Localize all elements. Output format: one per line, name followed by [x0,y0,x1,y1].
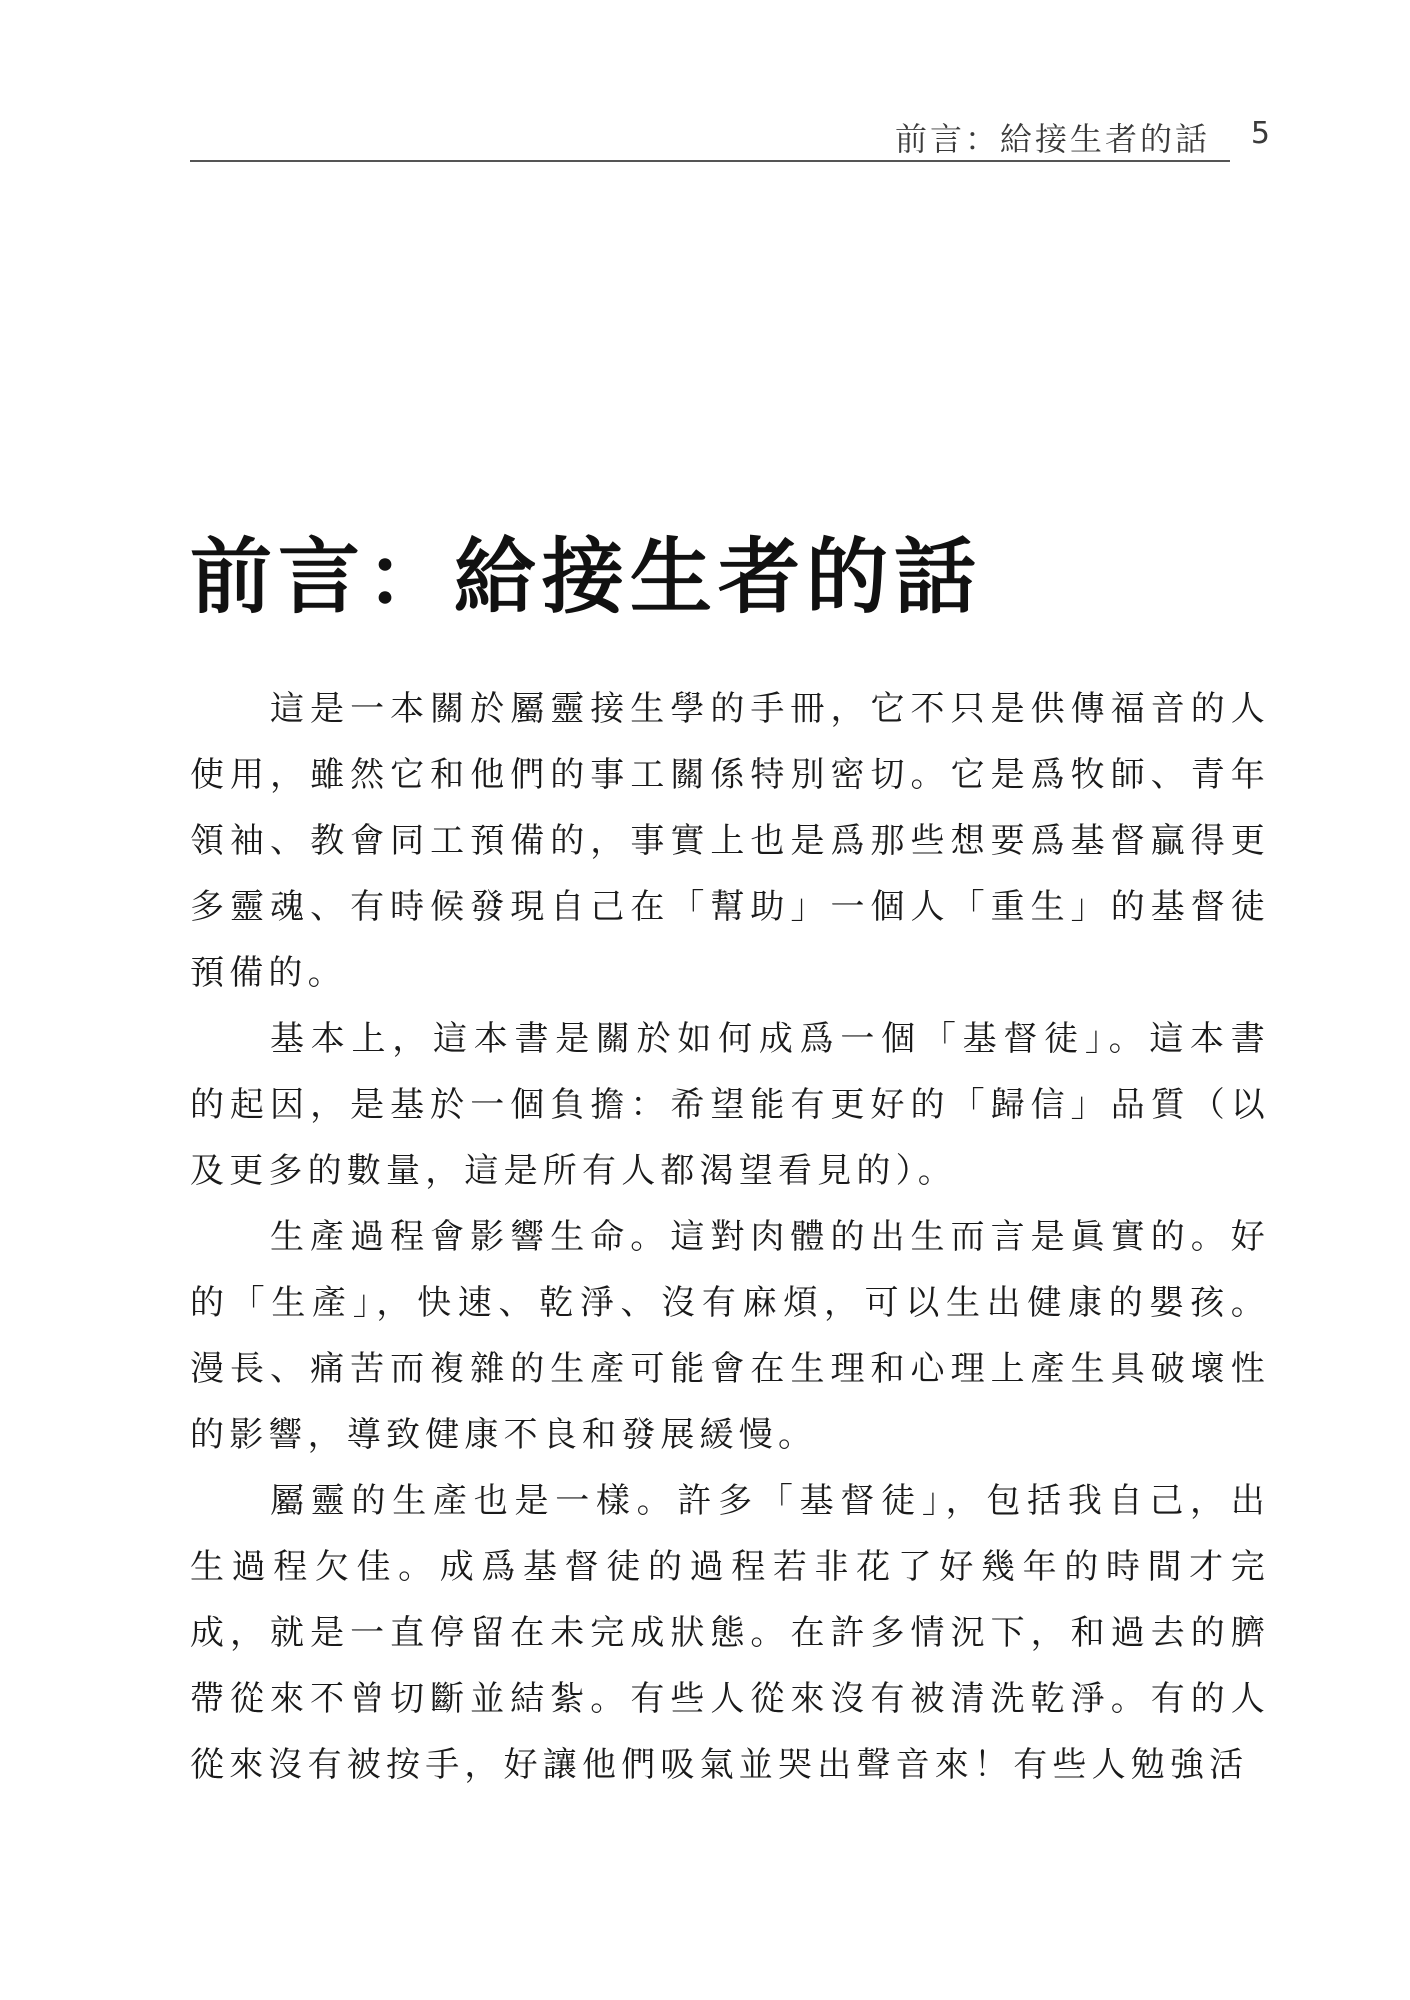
page-number: 5 [1250,116,1270,151]
paragraph-3: 生產過程會影響生命。這對肉體的出生而言是眞實的。好的「生產」，快速、乾淨、沒有麻煩，可以生出健康的嬰孩。漫長、痛苦而複雜的生產可能會在生理和心理上產生具破壞性的影響，導致健康不良和發展緩慢。 [190,1217,1270,1455]
running-header [190,108,1270,164]
body-text [190,676,1270,1798]
header-rule [190,160,1230,162]
running-header-title: 前言：給接生者的話 [894,120,1210,158]
paragraph-2: 基本上，這本書是關於如何成爲一個「基督徒」。這本書的起因，是基於一個負擔：希望能有更好的「歸信」品質（以及更多的數量，這是所有人都渴望看見的）。 [190,1019,1270,1191]
paragraph-4: 屬靈的生產也是一樣。許多「基督徒」，包括我自己，出生過程欠佳。成爲基督徒的過程若非花了好幾年的時間才完成，就是一直停留在未完成狀態。在許多情況下，和過去的臍帶從來不曾切斷並結紮。有些人從來沒有被清洗乾淨。有的人從來沒有被按手，好讓他們吸氣並哭出聲音來！有些人勉強活 [190,1481,1270,1785]
chapter-title: 前言：給接生者的話 [190,529,983,625]
paragraph-1: 這是一本關於屬靈接生學的手冊，它不只是供傳福音的人使用，雖然它和他們的事工關係特別密切。它是爲牧師、青年領袖、教會同工預備的，事實上也是爲那些想要爲基督贏得更多靈魂、有時候發現自己在「幫助」一個人「重生」的基督徒預備的。 [190,689,1270,993]
